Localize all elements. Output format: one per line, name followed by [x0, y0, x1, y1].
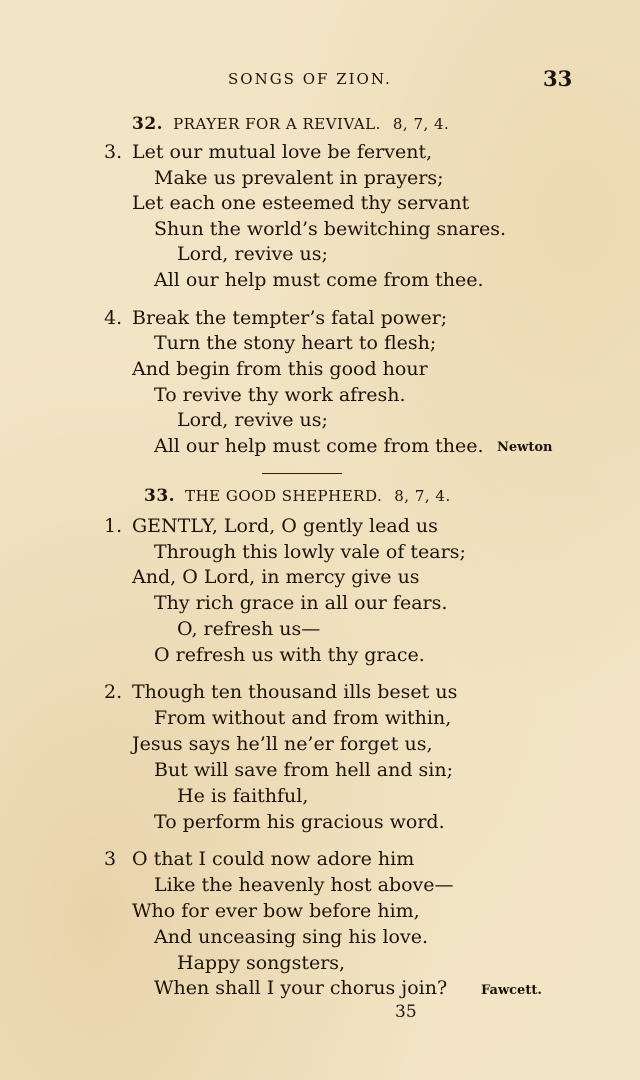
hymn-number: 32.	[132, 114, 164, 134]
hymn-number: 33.	[144, 486, 176, 506]
verse-line: Lord, revive us;	[177, 409, 328, 431]
signature-mark: 35	[395, 1002, 417, 1022]
verse-line: And, O Lord, in mercy give us	[132, 566, 420, 588]
hymn-33-heading	[144, 486, 451, 506]
hymn-title: PRAYER FOR A REVIVAL.	[173, 115, 381, 133]
verse-line: Like the heavenly host above—	[154, 874, 454, 896]
verse-line: But will save from hell and sin;	[154, 759, 454, 781]
verse-line: He is faithful,	[177, 785, 309, 807]
verse-line: Let each one esteemed thy servant	[132, 192, 470, 214]
verse-line: Through this lowly vale of tears;	[154, 541, 466, 563]
verse-line: O that I could now adore him	[132, 848, 415, 870]
verse-line: Make us prevalent in prayers;	[154, 167, 444, 189]
verse-line: To revive thy work afresh.	[154, 384, 406, 406]
hymn-meter: 8, 7, 4.	[392, 115, 450, 133]
running-head: SONGS OF ZION.	[228, 70, 392, 88]
verse-line: Thy rich grace in all our fears.	[154, 592, 448, 614]
verse-line: Happy songsters,	[177, 952, 346, 974]
section-divider	[262, 473, 342, 474]
hymn-title: THE GOOD SHEPHERD.	[185, 487, 383, 505]
verse-line: Let our mutual love be fervent,	[132, 141, 433, 163]
hymn-meter: 8, 7, 4.	[394, 487, 451, 505]
verse-line: And begin from this good hour	[132, 358, 428, 380]
verse-number: 1.	[104, 515, 123, 537]
verse-line: All our help must come from thee.	[154, 435, 484, 457]
verse-line: All our help must come from thee.	[154, 269, 484, 291]
verse-line: Who for ever bow before him,	[132, 900, 420, 922]
hymn-32-heading	[132, 114, 449, 134]
verse-number: 3	[104, 848, 117, 870]
verse-line: Turn the stony heart to flesh;	[154, 332, 437, 354]
verse-line: GENTLY, Lord, O gently lead us	[132, 515, 438, 537]
verse-line: When shall I your chorus join?	[154, 977, 448, 999]
verse-line: Jesus says he’ll ne’er forget us,	[132, 733, 433, 755]
verse-line: Lord, revive us;	[177, 243, 328, 265]
verse-line: From without and from within,	[154, 707, 452, 729]
verse-number: 2.	[104, 681, 123, 703]
verse-line: O refresh us with thy grace.	[154, 644, 425, 666]
verse-line: To perform his gracious word.	[154, 811, 445, 833]
verse-number: 4.	[104, 307, 123, 329]
verse-line: Break the tempter’s fatal power;	[132, 307, 448, 329]
verse-line: Shun the world’s bewitching snares.	[154, 218, 506, 240]
page-number: 33	[543, 66, 573, 91]
verse-line: O, refresh us—	[177, 618, 321, 640]
hymn-author: Fawcett.	[481, 983, 542, 998]
verse-number: 3.	[104, 141, 123, 163]
hymn-author: Newton	[497, 440, 553, 455]
verse-line: Though ten thousand ills beset us	[132, 681, 458, 703]
verse-line: And unceasing sing his love.	[154, 926, 429, 948]
